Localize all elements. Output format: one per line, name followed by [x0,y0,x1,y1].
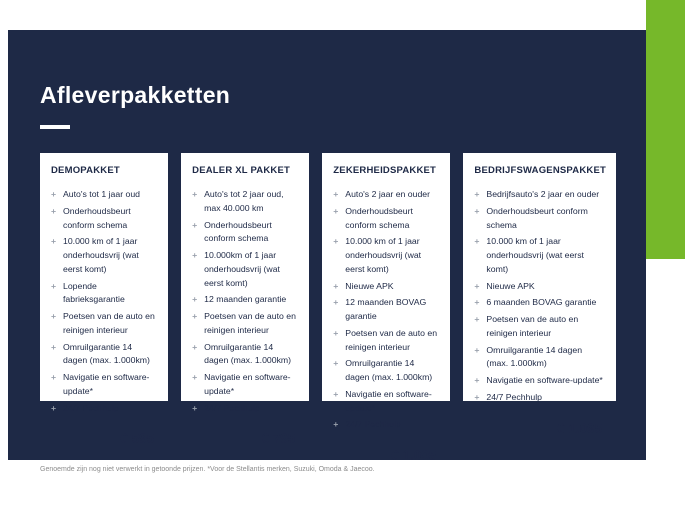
plus-icon: + [51,311,57,321]
feature-item [474,391,606,405]
feature-item [51,341,158,369]
package-name: DEMOPAKKET [51,165,120,176]
feature-text: Auto's tot 1 jaar oud [63,189,140,199]
feature-text: 12 maanden garantie [204,294,287,305]
feature-item [333,388,440,416]
plus-icon: + [474,205,480,216]
feature-item [192,310,299,338]
feature-item [192,219,299,247]
feature-text: 6 maanden BOVAG garantie [486,297,597,308]
feature-item [474,374,606,388]
plus-icon: + [333,189,339,199]
feature-text: Nieuwe APK [345,280,394,291]
plus-icon: + [333,327,339,338]
packages-panel [8,30,646,463]
plus-icon: + [51,372,57,382]
package-price: € 1.095 [556,420,602,436]
feature-text: Omruilgarantie 14 dagen (max. 1.000km) [345,358,433,382]
plus-icon: + [192,372,198,382]
feature-item [474,280,606,294]
feature-text: Poetsen van de auto en reinigen interieur [63,311,155,335]
feature-text: Navigatie en software-update* [486,375,603,385]
plus-icon: + [333,388,339,399]
feature-text: 10.000 km of 1 jaar onderhoudsvrij (wat eerst komt) [486,236,584,274]
feature-text: Poetsen van de auto en reinigen interieur [204,311,296,335]
feature-text: 10.000 km of 1 jaar onderhoudsvrij (wat eerst komt) [63,236,139,274]
feature-item [192,402,299,416]
feature-text: Omruilgarantie 14 dagen (max. 1.000km) [204,341,292,366]
feature-text: Lopende fabrieksgarantie [63,280,125,305]
feature-text: Auto's tot 2 jaar oud, max 40.000 km [204,189,284,213]
feature-text: Poetsen van de auto en reinigen interieur [345,327,438,352]
feature-text: Omruilgarantie 14 dagen (max. 1.000km) [486,344,583,369]
feature-item [333,418,440,432]
feature-text: Onderhoudsbeurt conform schema [345,205,413,230]
plus-icon: + [192,402,198,413]
plus-icon: + [333,358,339,369]
plus-icon: + [192,294,198,305]
feature-text: 24/7 Pechhulp [486,391,542,402]
package-name: BEDRIJFSWAGENSPAKKET [474,165,606,176]
feature-item [192,249,299,290]
feature-text: 24/7 Pechhulp [345,419,401,430]
page-title: Afleverpakketten [40,82,231,108]
plus-icon: + [51,189,57,199]
feature-item [192,293,299,307]
plus-icon: + [474,236,480,247]
feature-text: Onderhoudsbeurt conform schema [486,205,588,230]
feature-text: Auto's 2 jaar en ouder [345,189,431,199]
feature-item [333,205,440,233]
feature-item [474,296,606,310]
plus-icon: + [192,341,198,352]
feature-item [333,235,440,276]
feature-item [333,296,440,324]
plus-icon: + [474,391,480,402]
feature-item [51,205,158,233]
plus-icon: + [51,341,57,352]
plus-icon: + [474,189,480,199]
feature-item [51,402,158,416]
plus-icon: + [192,219,198,230]
feature-text: Omruilgarantie 14 dagen (max. 1.000km) [63,341,150,366]
feature-item [474,235,606,276]
plus-icon: + [474,280,480,291]
plus-icon: + [51,280,57,291]
green-accent-band [646,0,685,259]
package-name: ZEKERHEIDSPAKKET [333,165,437,176]
package-cards-row [40,153,616,463]
plus-icon: + [51,402,57,413]
package-price: € 1.095 [391,448,437,463]
feature-text: 10.000km of 1 jaar onderhoudsvrij (wat eerst komt) [204,250,280,288]
feature-text: Bedrijfsauto's 2 jaar en ouder [486,189,600,199]
package-card-dealer-xl [181,153,309,447]
feature-text: Navigatie en software-update* [63,372,150,396]
feature-item [51,188,158,202]
feature-text: 24/7 Pechhulp [204,402,260,413]
feature-list [192,188,299,418]
feature-list [333,188,440,435]
feature-item [333,280,440,294]
package-card-demopakket [40,153,168,447]
feature-list [474,188,606,408]
feature-item [333,188,440,202]
footnote: Genoemde zijn nog niet verwerkt in getoonde prijzen. *Voor de Stellantis merken, Suzuki, Omoda & Jaecoo. [40,466,375,473]
feature-item [474,344,606,372]
plus-icon: + [474,375,480,385]
feature-text: 12 maanden BOVAG garantie [345,297,427,321]
feature-text: Nieuwe APK [486,280,535,291]
plus-icon: + [333,280,339,291]
feature-text: Onderhoudsbeurt conform schema [63,205,131,230]
feature-list [51,188,158,418]
package-price: € 795 [261,431,296,447]
plus-icon: + [51,236,57,247]
plus-icon: + [192,189,198,199]
feature-item [333,327,440,355]
feature-item [474,205,606,233]
feature-item [51,371,158,399]
package-name: DEALER XL PAKKET [192,165,290,176]
plus-icon: + [192,311,198,321]
feature-item [474,188,606,202]
feature-text: 10.000 km of 1 jaar onderhoudsvrij (wat eerst komt) [345,236,422,274]
feature-item [474,313,606,341]
feature-item [51,280,158,308]
package-price: € 595 [120,431,155,447]
title-underline [40,125,70,129]
plus-icon: + [333,419,339,430]
plus-icon: + [474,297,480,308]
feature-item [192,188,299,216]
package-card-bedrijfswagenspakket [463,153,616,436]
plus-icon: + [51,205,57,216]
plus-icon: + [474,314,480,324]
feature-text: Poetsen van de auto en reinigen interieur [486,314,579,338]
package-card-zekerheidspakket [322,153,450,463]
plus-icon: + [333,205,339,216]
feature-item [51,235,158,276]
plus-icon: + [474,344,480,355]
feature-text: Onderhoudsbeurt conform schema [204,219,272,244]
feature-text: Navigatie en software-update* [345,388,432,413]
feature-item [192,341,299,369]
feature-item [192,371,299,399]
plus-icon: + [333,236,339,247]
plus-icon: + [333,297,339,308]
feature-text: Navigatie en software-update* [204,372,291,396]
feature-item [51,310,158,338]
plus-icon: + [192,250,198,260]
feature-item [333,357,440,385]
feature-text: 24/7 Pechhulp [63,402,119,413]
